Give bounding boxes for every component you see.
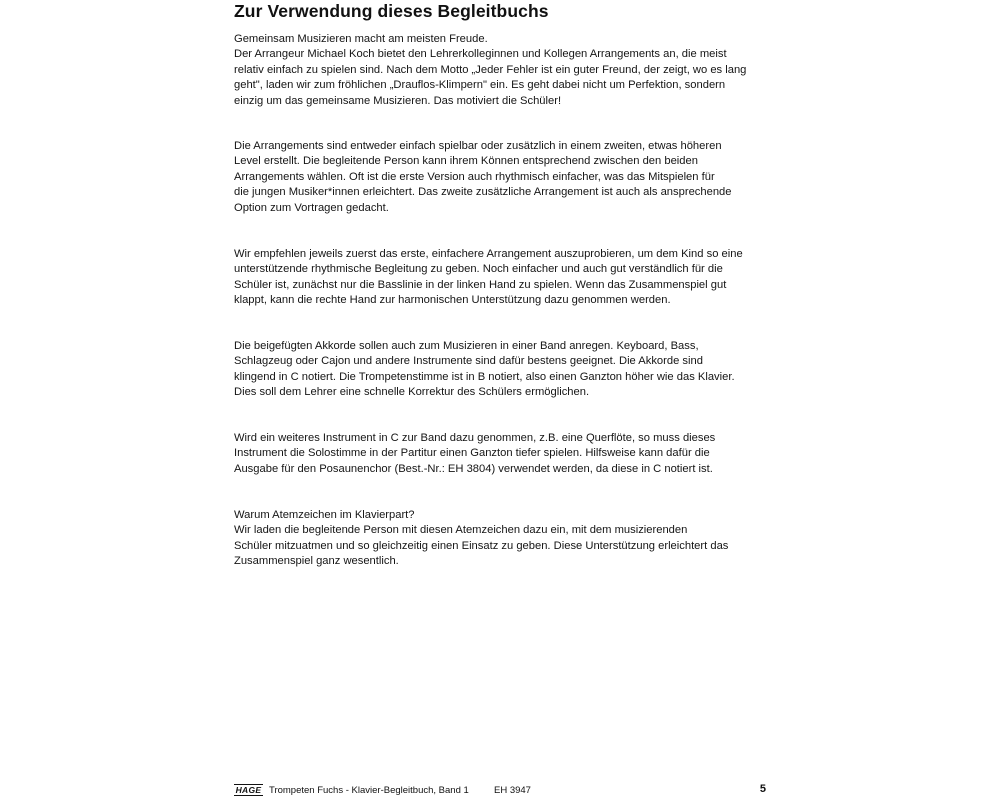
- paragraph-arrangements: [234, 139, 774, 216]
- text-line: Level erstellt. Die begleitende Person kann ihrem Können entsprechend zwischen den beiden: [234, 155, 698, 168]
- text-line: Zusammenspiel ganz wesentlich.: [234, 555, 399, 568]
- text-line: Wird ein weiteres Instrument in C zur Band dazu genommen, z.B. eine Querflöte, so muss dieses: [234, 432, 716, 444]
- text-line: Der Arrangeur Michael Koch bietet den Lehrerkolleginnen und Kollegen Arrangements an, die meist: [234, 48, 727, 61]
- text-line: Schüler ist, zunächst nur die Basslinie in der linken Hand zu spielen. Wenn das Zusammenspiel gut: [234, 278, 727, 291]
- text-line: Option zum Vortragen gedacht.: [234, 201, 389, 214]
- paragraph-breath-marks: [234, 508, 774, 570]
- text-line: unterstützende rhythmische Begleitung zu geben. Noch einfacher und auch gut verständlich für die: [234, 263, 723, 276]
- text-line: geht", laden wir zum fröhlichen „Drauflos-Klimpern" ein. Es geht dabei nicht um Perfektion, sondern: [234, 79, 726, 92]
- text-line: Gemeinsam Musizieren macht am meisten Freude.: [234, 33, 488, 45]
- paragraph-chords: [234, 339, 774, 401]
- text-line: klappt, kann die rechte Hand zur harmonischen Unterstützung dazu genommen werden.: [234, 294, 671, 307]
- text-line: Arrangements wählen. Oft ist die erste Version auch rhythmisch einfacher, was das Mitspielen für: [234, 170, 715, 183]
- page-footer: [234, 784, 766, 798]
- text-line: Die Arrangements sind entweder einfach spielbar oder zusätzlich in einem zweiten, etwas höheren: [234, 140, 722, 152]
- page-title: Zur Verwendung dieses Begleitbuchs: [234, 1, 549, 21]
- page-number: 5: [759, 783, 766, 795]
- text-line: einzig um das gemeinsame Musizieren. Das motiviert die Schüler!: [234, 94, 562, 107]
- paragraph-recommendation: [234, 247, 774, 309]
- publisher-logo: HAGE: [235, 784, 262, 795]
- footer-book-title: Trompeten Fuchs - Klavier-Begleitbuch, Band 1: [269, 785, 469, 796]
- text-line: Wir laden die begleitende Person mit diesen Atemzeichen dazu ein, mit dem musizierenden: [234, 524, 688, 537]
- text-line: Schlagzeug oder Cajon und andere Instrumente sind dafür bestens geeignet. Die Akkorde sind: [234, 355, 703, 368]
- text-line: klingend in C notiert. Die Trompetenstimme ist in B notiert, also einen Ganzton höher wie das Klavier.: [234, 370, 735, 383]
- paragraph-intro: [234, 32, 774, 109]
- text-line: relativ einfach zu spielen sind. Nach dem Motto „Jeder Fehler ist ein guter Freund, der zeigt, wo es lang: [234, 63, 747, 76]
- footer-catalog-number: EH 3947: [494, 785, 531, 796]
- text-line: Warum Atemzeichen im Klavierpart?: [234, 509, 415, 521]
- text-line: Wir empfehlen jeweils zuerst das erste, einfachere Arrangement auszuprobieren, um dem Kind so eine: [234, 248, 743, 260]
- text-line: die jungen Musiker*innen erleichtert. Das zweite zusätzliche Arrangement ist auch als ansprechende: [234, 186, 732, 199]
- paragraph-c-instrument: [234, 431, 774, 477]
- text-line: Ausgabe für den Posaunenchor (Best.-Nr.: EH 3804) verwendet werden, da diese in C notiert ist.: [234, 462, 713, 475]
- text-line: Instrument die Solostimme in der Partitur einen Ganzton tiefer spielen. Hilfsweise kann dafür die: [234, 447, 710, 460]
- text-line: Schüler mitzuatmen und so gleichzeitig einen Einsatz zu geben. Diese Unterstützung erleichtert das: [234, 539, 729, 552]
- text-line: Dies soll dem Lehrer eine schnelle Korrektur des Schülers ermöglichen.: [234, 386, 590, 399]
- text-line: Die beigefügten Akkorde sollen auch zum Musizieren in einer Band anregen. Keyboard, Bass,: [234, 340, 699, 352]
